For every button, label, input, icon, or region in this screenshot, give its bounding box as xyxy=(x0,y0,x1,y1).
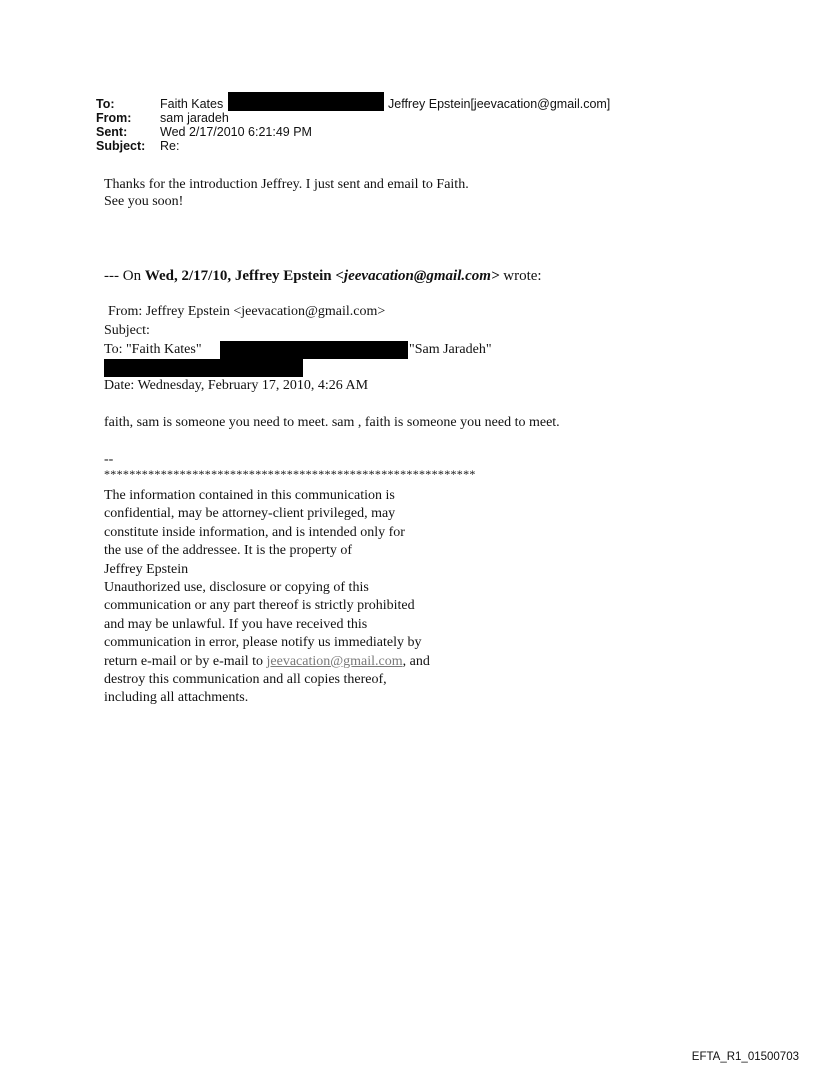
body-line-1: Thanks for the introduction Jeffrey. I just sent and email to Faith. xyxy=(104,177,469,192)
document-id: EFTA_R1_01500703 xyxy=(691,1051,799,1063)
return-prefix: return e-mail or by e-mail to xyxy=(104,653,267,669)
quote-message: faith, sam is someone you need to meet. sam , faith is someone you need to meet. xyxy=(104,415,560,430)
disclaimer-return-line xyxy=(104,653,430,671)
redaction-box xyxy=(220,341,408,359)
quote-to-2: "Sam Jaradeh" xyxy=(409,342,492,357)
quote-date-line: Date: Wednesday, February 17, 2010, 4:26 AM xyxy=(104,378,369,393)
disclaimer-line: the use of the addressee. It is the property of xyxy=(104,543,353,559)
sent-value: Wed 2/17/2010 6:21:49 PM xyxy=(160,125,312,139)
to-label: To: xyxy=(96,97,115,111)
to-value-2: Jeffrey Epstein[jeevacation@gmail.com] xyxy=(388,97,611,111)
sig-dashes: -- xyxy=(104,452,114,467)
body-line-2: See you soon! xyxy=(104,194,184,209)
disclaimer-line: Unauthorized use, disclosure or copying of this xyxy=(104,580,369,596)
sent-label: Sent: xyxy=(96,125,128,139)
to-value-2-row xyxy=(388,97,610,111)
quote-to-1: To: "Faith Kates" xyxy=(104,342,202,357)
disclaimer-line: The information contained in this communication is xyxy=(104,488,395,503)
disclaimer-line: and may be unlawful. If you have received this xyxy=(104,616,368,632)
email-link[interactable]: jeevacation@gmail.com xyxy=(266,653,403,669)
from-label: From: xyxy=(96,111,132,125)
to-value-1: Faith Kates xyxy=(160,97,224,111)
sig-stars: *********************************************************** xyxy=(104,467,476,481)
subject-label: Subject: xyxy=(96,139,146,153)
return-suffix: , and xyxy=(402,653,430,669)
quote-email: <jeevacation@gmail.com> xyxy=(335,268,500,284)
quote-date: Wed, 2/17/10, Jeffrey Epstein xyxy=(144,268,332,284)
quote-header xyxy=(104,267,542,285)
disclaimer-line: destroy this communication and all copies thereof, xyxy=(104,672,387,688)
redaction-box xyxy=(104,359,303,377)
disclaimer-line: confidential, may be attorney-client privileged, may xyxy=(104,506,396,522)
disclaimer-line: Jeffrey Epstein xyxy=(104,561,189,577)
disclaimer-line: including all attachments. xyxy=(104,690,249,706)
quote-subject: Subject: xyxy=(104,323,150,338)
disclaimer-line: communication in error, please notify us immediately by xyxy=(104,635,422,651)
quote-suffix: wrote: xyxy=(499,268,542,284)
subject-value: Re: xyxy=(160,139,180,153)
from-value: sam jaradeh xyxy=(160,111,229,125)
quote-prefix: --- On xyxy=(104,268,145,284)
redaction-box xyxy=(228,92,384,111)
quote-from: From: Jeffrey Epstein <jeevacation@gmail.com> xyxy=(108,304,386,319)
disclaimer-line: communication or any part thereof is strictly prohibited xyxy=(104,598,415,614)
disclaimer-block xyxy=(104,487,430,708)
disclaimer-line: constitute inside information, and is intended only for xyxy=(104,524,405,540)
